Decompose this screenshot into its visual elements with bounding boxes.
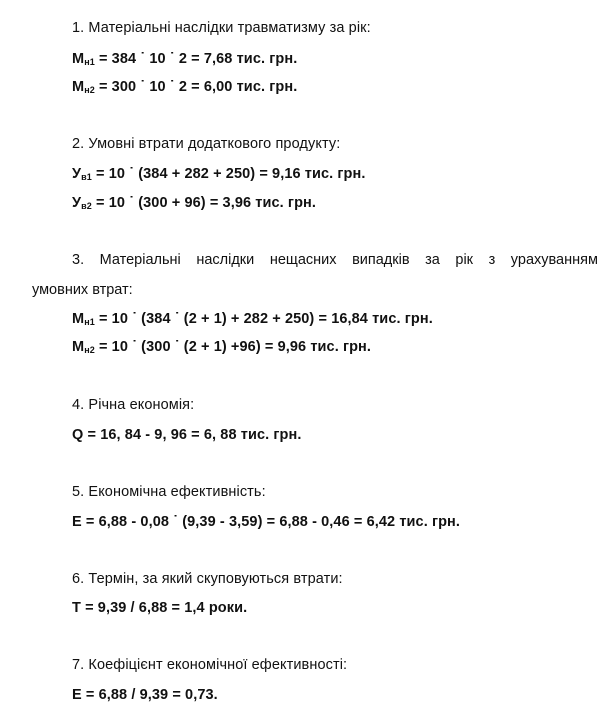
heading-word: нещасних bbox=[269, 252, 337, 268]
section-3-heading-continuation: умовних втрат: bbox=[32, 282, 133, 298]
formula-expression: = 10 ˙ (300 + 96) = 3,96 тис. грн. bbox=[91, 195, 317, 211]
formula-subscript: н2 bbox=[84, 85, 95, 95]
section-3-formula-2 bbox=[72, 338, 371, 356]
formula-expression: = 384 ˙ 10 ˙ 2 = 7,68 тис. грн. bbox=[94, 51, 298, 67]
heading-word: з bbox=[488, 252, 496, 268]
heading-word: Матеріальні bbox=[99, 252, 181, 268]
section-2-formula-2 bbox=[72, 194, 316, 212]
heading-word: урахуванням bbox=[510, 252, 598, 268]
formula-symbol: М bbox=[72, 339, 85, 355]
heading-word: рік bbox=[455, 252, 474, 268]
heading-word: наслідки bbox=[196, 252, 255, 268]
formula-symbol: М bbox=[72, 51, 85, 67]
formula-expression: = 10 ˙ (300 ˙ (2 + 1) +96) = 9,96 тис. грн. bbox=[94, 339, 372, 355]
formula-expression: = 10 ˙ (384 ˙ (2 + 1) + 282 + 250) = 16,84 тис. грн. bbox=[94, 311, 433, 327]
heading-word: випадків bbox=[352, 252, 410, 268]
formula-subscript: н1 bbox=[84, 57, 95, 67]
section-2-formula-1 bbox=[72, 165, 366, 183]
section-3-heading bbox=[72, 251, 598, 269]
section-6-heading: 6. Термін, за який скуповуються втрати: bbox=[72, 571, 343, 587]
formula-symbol: У bbox=[72, 166, 82, 182]
section-5-formula: Е = 6,88 - 0,08 ˙ (9,39 - 3,59) = 6,88 - 0,46 = 6,42 тис. грн. bbox=[72, 514, 461, 530]
formula-subscript: в2 bbox=[81, 201, 92, 211]
heading-word: 3. bbox=[72, 252, 85, 268]
formula-symbol: М bbox=[72, 311, 85, 327]
formula-subscript: н1 bbox=[84, 317, 95, 327]
section-7-formula: Е = 6,88 / 9,39 = 0,73. bbox=[72, 687, 218, 703]
section-4-formula: Q = 16, 84 - 9, 96 = 6, 88 тис. грн. bbox=[72, 427, 302, 443]
formula-expression: = 10 ˙ (384 + 282 + 250) = 9,16 тис. грн. bbox=[91, 166, 366, 182]
heading-word: за bbox=[425, 252, 440, 268]
section-3-formula-1 bbox=[72, 310, 433, 328]
section-2-heading: 2. Умовні втрати додаткового продукту: bbox=[72, 136, 341, 152]
section-1-formula-2 bbox=[72, 78, 297, 96]
section-1-formula-1 bbox=[72, 50, 297, 68]
formula-subscript: в1 bbox=[81, 172, 92, 182]
formula-symbol: У bbox=[72, 195, 82, 211]
formula-expression: = 300 ˙ 10 ˙ 2 = 6,00 тис. грн. bbox=[94, 79, 298, 95]
section-1-heading: 1. Матеріальні наслідки травматизму за рік: bbox=[72, 20, 371, 36]
section-7-heading: 7. Коефіцієнт економічної ефективності: bbox=[72, 657, 348, 673]
section-6-formula: Т = 9,39 / 6,88 = 1,4 роки. bbox=[72, 600, 248, 616]
section-4-heading: 4. Річна економія: bbox=[72, 397, 195, 413]
formula-subscript: н2 bbox=[84, 345, 95, 355]
formula-symbol: М bbox=[72, 79, 85, 95]
section-5-heading: 5. Економічна ефективність: bbox=[72, 484, 266, 500]
